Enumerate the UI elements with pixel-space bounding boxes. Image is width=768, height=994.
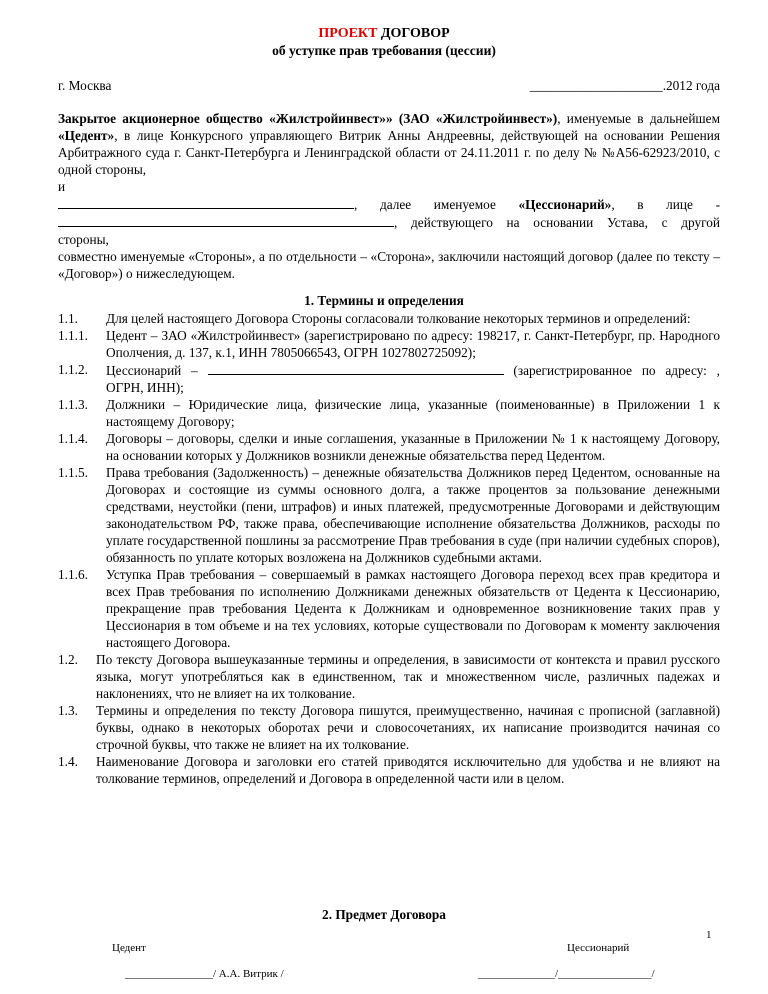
cessionary-blank bbox=[208, 361, 504, 375]
cessionary-line-3: стороны, bbox=[58, 232, 109, 247]
cessionary-name-blank bbox=[58, 195, 354, 209]
cedent-signature-label: Цедент bbox=[112, 942, 146, 954]
cedent-name: Закрытое акционерное общество «Жилстройинвест»» (ЗАО «Жилстройинвест») bbox=[58, 111, 558, 126]
and-word: и bbox=[58, 179, 66, 194]
clause-item: 1.1.6. Уступка Прав требования – совершаемый в рамках настоящего Договора переход всех прав кредитора и всех Прав требования по исполнению Должниками денежных обязательств от Цедента к Цессионарию, прекращение прав требования Цедента к Должникам и одновременное возникновение таких прав у Цессионария в том объеме и на тех условиях, которые существовали по Договорам к моменту заключения настоящего Договора. bbox=[58, 567, 720, 650]
section-1-heading: 1. Термины и определения bbox=[304, 293, 464, 308]
clause-item: 1.1.5. Права требования (Задолженность) – денежные обязательства Должников перед Цедентом, основанные на Договорах и состоящие из суммы основного долга, а также процентов за пользование денежными средствами, неустойки (пени, штрафов) и иных платежей, предусмотренные Договорами и действующим законодательством РФ, также права, обеспечивающие исполнение обязательства Должников, расходы по уплате государственной пошлины за рассмотрение Прав требования в суде (при наличии судебных споров), обязанность по уплате которых возложена на Должников судебными актами. bbox=[58, 465, 720, 565]
clause-item: 1.1.3. Должники – Юридические лица, физические лица, указанные (поименованные) в Приложении 1 к настоящему Договору; bbox=[58, 397, 720, 429]
parties-block bbox=[58, 110, 720, 282]
document-title bbox=[0, 25, 768, 42]
cedent-paragraph: Закрытое акционерное общество «Жилстройинвест»» (ЗАО «Жилстройинвест»), именуемые в дальнейшем «Цедент», в лице Конкурсного управляющего Витрик Анны Андреевны, действующей на основании Решения Арбитражного суда г. Санкт-Петербурга и Ленинградской области от 24.11.2011 г. по делу № №А56-62923/2010, с одной стороны, bbox=[58, 111, 720, 177]
representative-blank bbox=[58, 213, 394, 227]
clause-item: 1.1.4. Договоры – договоры, сделки и иные соглашения, указанные в Приложении № 1 к настоящему Договору, на основании которых у Должников возникли денежные обязательства перед Цедентом. bbox=[58, 431, 720, 463]
clause-item: 1.3. Термины и определения по тексту Договора пишутся, преимущественно, начиная с прописной (заглавной) буквы, однако в некоторых оборотах речи и словосочетаниях, их написание производится начиная со строчной буквы, что также не влияет на их толкование. bbox=[58, 703, 720, 752]
page-number: 1 bbox=[706, 929, 712, 941]
date-blank: ____________________.2012 года bbox=[529, 78, 720, 93]
cessionary-short-name: «Цессионарий» bbox=[518, 197, 612, 212]
clause-item: 1.2. По тексту Договора вышеуказанные термины и определения, в зависимости от контекста и правил русского языка, могут употребляться как в единственном, так и множественном числе, различных падежах и наклонениях, что не влияет на их толкование. bbox=[58, 652, 720, 701]
cessionary-line-2: , действующего на основании Устава, с другой bbox=[58, 213, 720, 231]
parties-together: совместно именуемые «Стороны», а по отдельности – «Сторона», заключили настоящий договор (далее по тексту – «Договор») о нижеследующем. bbox=[58, 249, 720, 281]
clause-item: 1.1.1. Цедент – ЗАО «Жилстройинвест» (зарегистрировано по адресу: 198217, г. Санкт-Петербург, пр. Народного Ополчения, д. 137, к.1, ИНН 7805066543, ОГРН 1027802725092); bbox=[58, 328, 720, 360]
clause-item: 1.1.2. Цессионарий – (зарегистрированное по адресу: , ОГРН, ИНН); bbox=[58, 362, 720, 395]
clause-item: 1.1. Для целей настоящего Договора Стороны согласовали толкование некоторых терминов и определений: bbox=[58, 311, 691, 326]
clause-item: 1.4. Наименование Договора и заголовки его статей приводятся исключительно для удобства и не влияют на толкование терминов, определений и Договора в определенной части или в целом. bbox=[58, 754, 720, 786]
section-1-items bbox=[58, 310, 720, 787]
cessionary-signature-line: ______________/_________________/ bbox=[478, 968, 655, 980]
city: г. Москва bbox=[58, 78, 112, 93]
document-subtitle: об уступке прав требования (цессии) bbox=[272, 43, 496, 58]
cessionary-signature-label: Цессионарий bbox=[567, 942, 630, 954]
cedent-short-name: «Цедент» bbox=[58, 128, 115, 143]
cedent-signature-line: ________________/ А.А. Витрик / bbox=[125, 968, 284, 980]
section-2-heading: 2. Предмет Договора bbox=[322, 907, 446, 922]
draft-mark: ПРОЕКТ bbox=[318, 26, 378, 41]
title-text: ДОГОВОР bbox=[377, 26, 450, 41]
place-date-line bbox=[58, 77, 720, 94]
cessionary-line-1: , далее именуемое «Цессионарий», в лице - bbox=[58, 195, 720, 213]
